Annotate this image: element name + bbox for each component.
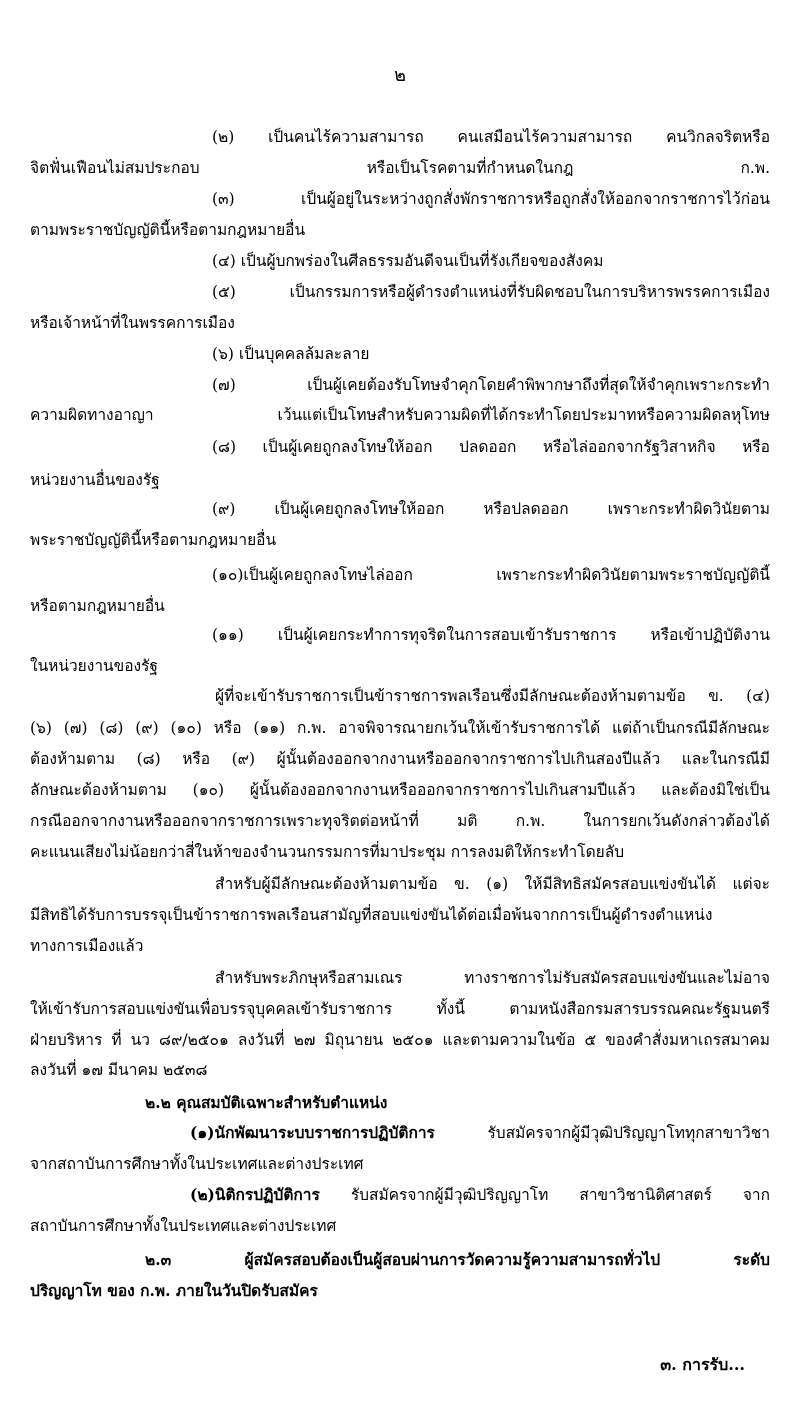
item-10-line-2: หรือตามกฎหมายอื่น bbox=[30, 597, 165, 615]
exception-paragraph-line-1: ผู้ที่จะเข้ารับราชการเป็นข้าราชการพลเรือนซึ่งมีลักษณะต้องห้ามตามข้อ ข. (๔) bbox=[215, 687, 770, 705]
exception-paragraph-line-2: (๖) (๗) (๘) (๙) (๑๐) หรือ (๑๑) ก.พ. อาจพิจารณายกเว้นให้เข้ารับราชการได้ แต่ถ้าเป็นกรณีมีลักษณะ bbox=[30, 719, 770, 737]
item-3-line-2: ตามพระราชบัญญัตินี้หรือตามกฎหมายอื่น bbox=[30, 221, 306, 239]
item-8-line-2: หน่วยงานอื่นของรัฐ bbox=[30, 471, 160, 489]
monk-paragraph-line-3: ฝ่ายบริหาร ที่ นว ๘๙/๒๕๐๑ ลงวันที่ ๒๗ มิถุนายน ๒๕๐๑ และตามความในข้อ ๕ ของคำสั่งมหาเถรสมาคม bbox=[30, 1031, 770, 1049]
section-2-3-line-1: ๒.๓ ผู้สมัครสอบต้องเป็นผู้สอบผ่านการวัดความรู้ความสามารถทั่วไป ระดับ bbox=[145, 1250, 770, 1269]
position-1-line-2: จากสถาบันการศึกษาทั้งในประเทศและต่างประเทศ bbox=[30, 1155, 364, 1173]
item-11-line-1: (๑๑) เป็นผู้เคยกระทำการทุจริตในการสอบเข้ารับราชการ หรือเข้าปฏิบัติงาน bbox=[212, 626, 770, 644]
item-4-line-1: (๔) เป็นผู้บกพร่องในศีลธรรมอันดีจนเป็นที่รังเกียจของสังคม bbox=[212, 252, 604, 270]
exception-paragraph-line-6: คะแนนเสียงไม่น้อยกว่าสี่ในห้าของจำนวนกรรมการที่มาประชุม การลงมติให้กระทำโดยลับ bbox=[30, 843, 625, 861]
item-7-line-1: (๗) เป็นผู้เคยต้องรับโทษจำคุกโดยคำพิพากษาถึงที่สุดให้จำคุกเพราะกระทำ bbox=[212, 376, 770, 394]
political-position-paragraph-line-2: มีสิทธิได้รับการบรรจุเป็นข้าราชการพลเรือนสามัญที่สอบแข่งขันได้ต่อเมื่อพ้นจากการเป็นผู้ดำรงตำแหน่ง bbox=[30, 906, 713, 924]
item-2-line-1: (๒) เป็นคนไร้ความสามารถ คนเสมือนไร้ความสามารถ คนวิกลจริตหรือ bbox=[212, 128, 770, 146]
item-6-line-1: (๖) เป็นบุคคลล้มละลาย bbox=[212, 345, 370, 363]
item-7-line-2: ความผิดทางอาญา เว้นแต่เป็นโทษสำหรับความผิดที่ได้กระทำโดยประมาทหรือความผิดลหุโทษ bbox=[30, 406, 770, 424]
political-position-paragraph-line-1: สำหรับผู้มีลักษณะต้องห้ามตามข้อ ข. (๑) ให้มีสิทธิสมัครสอบแข่งขันได้ แต่จะ bbox=[215, 875, 770, 893]
exception-paragraph-line-4: ลักษณะต้องห้ามตาม (๑๐) ผู้นั้นต้องออกจากงานหรือออกจากราชการไปเกินสามปีแล้ว และต้องมิใช่เป็น bbox=[30, 781, 770, 799]
monk-paragraph-line-2: ให้เข้ารับการสอบแข่งขันเพื่อบรรจุบุคคลเข้ารับราชการ ทั้งนี้ ตามหนังสือกรมสารบรรณคณะรัฐมนตรี bbox=[30, 1000, 770, 1018]
position-2-line-1 bbox=[190, 1184, 770, 1206]
position-1-line-1 bbox=[190, 1122, 770, 1144]
monk-paragraph-line-1: สำหรับพระภิกษุหรือสามเณร ทางราชการไม่รับสมัครสอบแข่งขันและไม่อาจ bbox=[215, 969, 770, 987]
position-1-requirement: รับสมัครจากผู้มีวุฒิปริญญาโททุกสาขาวิชา bbox=[434, 1124, 770, 1142]
item-5-line-1: (๕) เป็นกรรมการหรือผู้ดำรงตำแหน่งที่รับผิดชอบในการบริหารพรรคการเมือง bbox=[212, 283, 770, 301]
item-9-line-1: (๙) เป็นผู้เคยถูกลงโทษให้ออก หรือปลดออก เพราะกระทำผิดวินัยตาม bbox=[212, 500, 770, 518]
position-2-title: (๒)นิติกรปฏิบัติการ bbox=[190, 1185, 320, 1204]
position-1-title: (๑)นักพัฒนาระบบราชการปฏิบัติการ bbox=[190, 1123, 435, 1142]
item-3-line-1: (๓) เป็นผู้อยู่ในระหว่างถูกสั่งพักราชการหรือถูกสั่งให้ออกจากราชการไว้ก่อน bbox=[212, 190, 770, 208]
page-number: ๒ bbox=[394, 65, 406, 86]
exception-paragraph-line-3: ต้องห้ามตาม (๘) หรือ (๙) ผู้นั้นต้องออกจากงานหรือออกจากราชการไปเกินสองปีแล้ว และในกรณีมี bbox=[30, 750, 770, 768]
exception-paragraph-line-5: กรณีออกจากงานหรือออกจากราชการเพราะทุจริตต่อหน้าที่ มติ ก.พ. ในการยกเว้นดังกล่าวต้องได้ bbox=[30, 812, 770, 830]
political-position-paragraph-line-3: ทางการเมืองแล้ว bbox=[30, 937, 144, 955]
item-10-line-1: (๑๐)เป็นผู้เคยถูกลงโทษไล่ออก เพราะกระทำผิดวินัยตามพระราชบัญญัตินี้ bbox=[212, 566, 770, 584]
position-2-line-2: สถาบันการศึกษาทั้งในประเทศและต่างประเทศ bbox=[30, 1217, 337, 1235]
item-2-line-2: จิตฟั่นเฟือนไม่สมประกอบ หรือเป็นโรคตามที่กำหนดในกฎ ก.พ. bbox=[30, 159, 770, 177]
continuation-footer: ๓. การรับ... bbox=[660, 1355, 745, 1374]
section-2-2-heading: ๒.๒ คุณสมบัติเฉพาะสำหรับตำแหน่ง bbox=[145, 1093, 388, 1112]
section-2-3-line-2: ปริญญาโท ของ ก.พ. ภายในวันปิดรับสมัคร bbox=[30, 1281, 318, 1300]
item-8-line-1: (๘) เป็นผู้เคยถูกลงโทษให้ออก ปลดออก หรือไล่ออกจากรัฐวิสาหกิจ หรือ bbox=[212, 438, 770, 456]
item-9-line-2: พระราชบัญญัตินี้หรือตามกฎหมายอื่น bbox=[30, 531, 277, 549]
position-2-requirement: รับสมัครจากผู้มีวุฒิปริญญาโท สาขาวิชานิติศาสตร์ จาก bbox=[319, 1186, 770, 1204]
item-11-line-2: ในหน่วยงานของรัฐ bbox=[30, 657, 158, 675]
monk-paragraph-line-4: ลงวันที่ ๑๗ มีนาคม ๒๕๓๘ bbox=[30, 1061, 208, 1079]
item-5-line-2: หรือเจ้าหน้าที่ในพรรคการเมือง bbox=[30, 314, 235, 332]
